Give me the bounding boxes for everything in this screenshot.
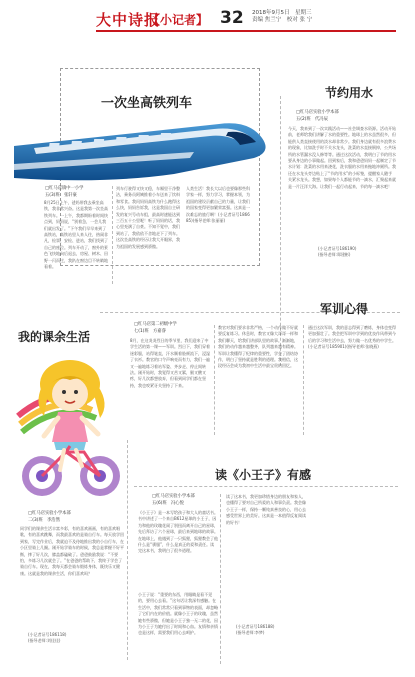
military-col-divider-1 (214, 325, 215, 435)
water-footer: (小记者证号186190) (指导老师:郑建彬) (318, 246, 357, 257)
prince-col2: 小王子说：“重要的东西，用眼睛是看不见的，要用心去看。”这句话让我深有感触。在生活中，我们常常只看到事物的表面，却忽略了它们内在的价值。就像小王子的玫瑰，虽然她有些骄傲，但她是小王子独一无二的花，因为小王子为她付出了时间和心血。友情和亲情也是这样，需要我们用心去呵护。 (138, 592, 218, 636)
prince-col-divider (220, 494, 221, 664)
water-body: 今天，我来到了一次实践活动——社会调查水资源。活动开始前，老师给我们讲解了水的重要性。地球上的水虽然很多，但能供人类直接使用的淡水却非常少。我们身边就有很多浪费水的现象，比如洗手时不关水龙头，洗菜的水直接倒掉，公共场所的水管漏水没人修等等。通过这次活动，我明白了节约用水要从身边的小事做起。回到家后，我和爸爸妈妈一起制定了节水计划：洗菜的水用来浇花，洗衣服的水用来拖地冲厕所。我还在水龙头旁边贴上了“节约用水”的小标签，提醒家人随手关紧水龙头。我想，如果每个人都能节约一滴水，汇聚起来就是一片汪洋大海。让我们一起行动起来，节约每一滴水吧！ (288, 126, 396, 189)
header-date: 2018年9月5日 星期三 (252, 10, 312, 16)
header-meta (252, 10, 312, 24)
prince-col3: 读了这本书，我更加珍惜身边的朋友和家人，也懂得了要对自己所爱的人和事负责。我会像小王子一样，保持一颗纯真善良的心，用心去感受世界上的美好。这真是一本值得反复阅读的好书！ (226, 494, 306, 525)
train-col1: 8月25日上午，爸妈带我去乘坐高铁，我非常兴奋。这是我第一次坐高铁列车。一上午，我都期盼着时间快点到，妈妈说，“别着急，一会儿我们就出发了。”下午我们早早来到了高铁站，高铁站里人来人往，热闹非凡，检票、安检、进站，我们找到了自己的座位。列车开动了，窗外的景色飞快地向后退去，房屋、树木、田野一闪而过，我趴在窗边目不转睛地看着。 (44, 200, 108, 270)
prince-footer: (小记者证号186188) (指导老师:李梦) (236, 624, 275, 635)
prince-rule (134, 486, 398, 487)
water-article-title: 节约用水 (325, 86, 374, 100)
newspaper-logo: 大中诗报 (96, 11, 161, 29)
class-divider (127, 440, 128, 660)
military-col1: 8月，在这炎炎烈日的季节里，我们迎来了中学生活的第一课——军训。烈日下，我们穿着迷彩服，站得笔直，汗水顺着脸颊流下，浸湿了衣衫。教官的口令声响亮而有力，我们一遍又一遍地练习着站军姿、齐步走、停止间转法。刚开始时，我觉得又苦又累，腿又酸又疼，好几次都想放弃，但看到同学们都在坚持，我也咬紧牙关坚持了下来。 (130, 338, 210, 388)
class-article-title: 我的课余生活 (18, 330, 91, 344)
prince-author: □红马店实验小学本部 五(6)班 冯心悦 (152, 494, 195, 506)
class-body: 同学们的课余生活丰富多彩，有的喜欢画画，有的喜欢唱歌，有的喜欢跳舞，而我最喜欢的是骑自行车。每天放学回到家，写完作业后，我就迫不及待地推出我的小自行车，在小区里骑上几圈。刚开始学骑车的时候，我总是掌握不好平衡，摔了好几次，膝盖都磕破了。爸爸鼓励我说：“不要怕，多练习几次就会了。”在爸爸的帮助下，我终于学会了骑自行车。现在，我每天都会骑车锻炼身体，既快乐又健康。这就是我的课余生活，你们喜欢吗？ (20, 526, 124, 576)
header-rule (96, 30, 396, 32)
train-article-title: 一次坐高铁列车 (101, 96, 193, 111)
train-author: □红马店镇中一小学 五(3)班 张轩豪 (45, 186, 84, 198)
military-article-title: 军训心得 (320, 302, 369, 316)
train-col3: 人类生活！我长大以后也要像那些科学家一样，努力学习，掌握本领，为祖国的建设贡献自己的力量，让我们的国家变得更加繁荣富强。这真是一次难忘的旅行啊！(小记者证号186685)(指导老师:张丽丽) (186, 186, 250, 224)
train-col2: 列车行驶得又快又稳，车厢里干净整洁，乘务员阿姨推着小车送来了饮料和零食。我问妈妈高铁为什么跑得这么快，妈妈告诉我，这是我国自主研发的复兴号动车组，最高时速能达到三百五十公里呢！听了妈妈的话，我心里充满了自豪。不知不觉中，我们到站了，我依依不舍地走下了列车。这次坐高铁的经历让我大开眼界，我为祖国的发展感到骄傲。 (116, 186, 180, 249)
train-illustration (14, 112, 272, 184)
water-author: □红马店实验小学本部 五(2)班 代冯辰 (296, 110, 339, 122)
military-author: □红马店第二初级中学 七(1)班 方嘉睿 (134, 322, 177, 334)
page-number: 32 (220, 8, 244, 28)
girl-on-bicycle-icon (14, 346, 126, 506)
header-editors: 责编 焦兰宁 校对 张 宁 (252, 17, 313, 23)
military-col-divider-2 (303, 325, 304, 435)
class-footer: (小记者证号186118) (指导老师:刘佳佳) (28, 632, 67, 643)
train-icon (14, 112, 272, 184)
train-col-divider-1 (112, 186, 113, 284)
prince-article-title: 读《小王子》有感 (215, 468, 312, 482)
class-author: □红马店实验小学本部 二(3)班 李浩然 (28, 511, 71, 523)
military-col3: 通过这次军训，我的意志得到了磨炼，身体也变得更加强壮了。我会把军训中学到的优良作风带到今后的学习和生活中去，努力做一名优秀的中学生。(小记者证号185901)(指导老师:张晓燕) (308, 325, 396, 350)
page-header (0, 0, 415, 29)
military-col2: 教官对我们要求非常严格，一个动作做不好就要反复练习。休息时，教官又像大哥哥一样和我们聊天，给我们讲部队里的故事。渐渐地，我们的动作越来越整齐，队列越来越有精神。军训让我懂得了纪律的重要性，学会了团结协作，明白了坚持就是胜利的道理。我相信，这段经历会成为我初中生活中最宝贵的回忆。 (218, 325, 298, 369)
section-title: 【小记者】 (148, 13, 209, 27)
girl-bike-illustration (14, 346, 126, 506)
prince-col1: 《小王子》是一本写给孩子和大人的童话书。书中讲述了一个来自B612星球的小王子，因为和他的玫瑰花闹了别扭而离开自己的星球，先后拜访了六个星球，最后来到地球的故事。在地球上，他遇到了一只狐狸，狐狸教会了他什么是“驯服”，什么是真正的爱和责任。读完这本书，我明白了很多道理。 (138, 510, 218, 554)
